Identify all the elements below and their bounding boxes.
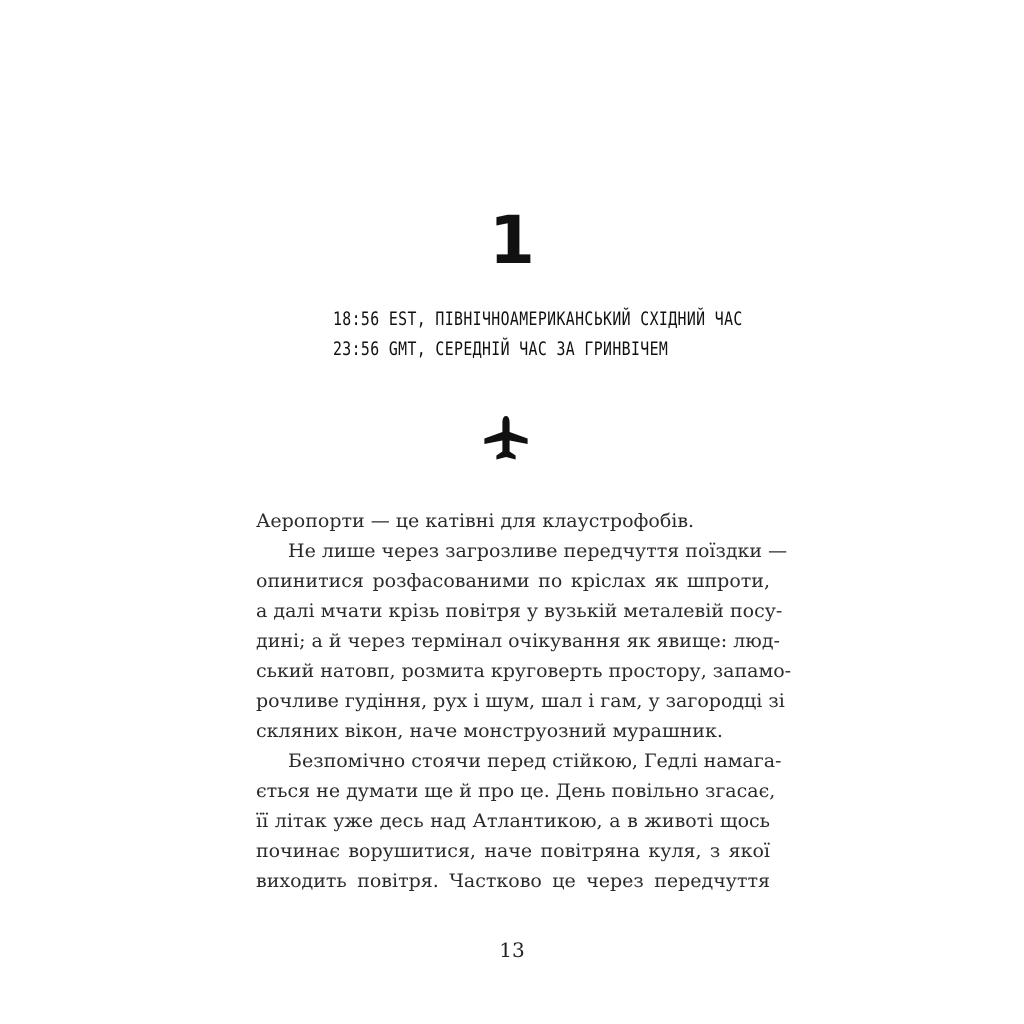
text-line: її літак уже десь над Атлантикою, а в животі щось [256,810,770,832]
subtitle-line: 23:56 GMT, СЕРЕДНІЙ ЧАС ЗА ГРИНВІЧЕМ [333,338,669,360]
text-line: рочливе гудіння, рух і шум, шал і гам, у загородці зі [256,690,785,712]
text-line: ський натовп, розмита круговерть простору, запамо- [256,660,792,682]
page-number: 13 [499,938,525,962]
text-line: опинитися розфасованими по кріслах як шпроти, [256,570,770,592]
chapter-subtitle [333,304,743,364]
text-line: Не лише через загрозливе передчуття поїздки — [288,540,788,562]
subtitle-line: 18:56 EST, ПІВНІЧНОАМЕРИКАНСЬКИЙ СХІДНИЙ ЧАС [333,308,743,330]
text-line: дині; а й через термінал очікування як явище: люд- [256,630,780,652]
body-text [256,506,792,896]
text-line: а далі мчати крізь повітря у вузькій металевій посу- [256,600,783,622]
chapter-number: 1 [489,202,535,279]
text-line: починає ворушитися, наче повітряна куля, з якої [256,840,770,862]
text-line: Безпомічно стоячи перед стійкою, Гедлі намага- [288,750,782,772]
text-line: ється не думати ще й про це. День повільно згасає, [256,780,776,802]
airplane-icon [482,414,530,466]
text-line: Аеропорти — це катівні для клаустрофобів. [256,510,695,532]
text-line: скляних вікон, наче монструозний мурашник. [256,720,723,742]
text-line: виходить повітря. Частково це через передчуття [256,870,770,892]
